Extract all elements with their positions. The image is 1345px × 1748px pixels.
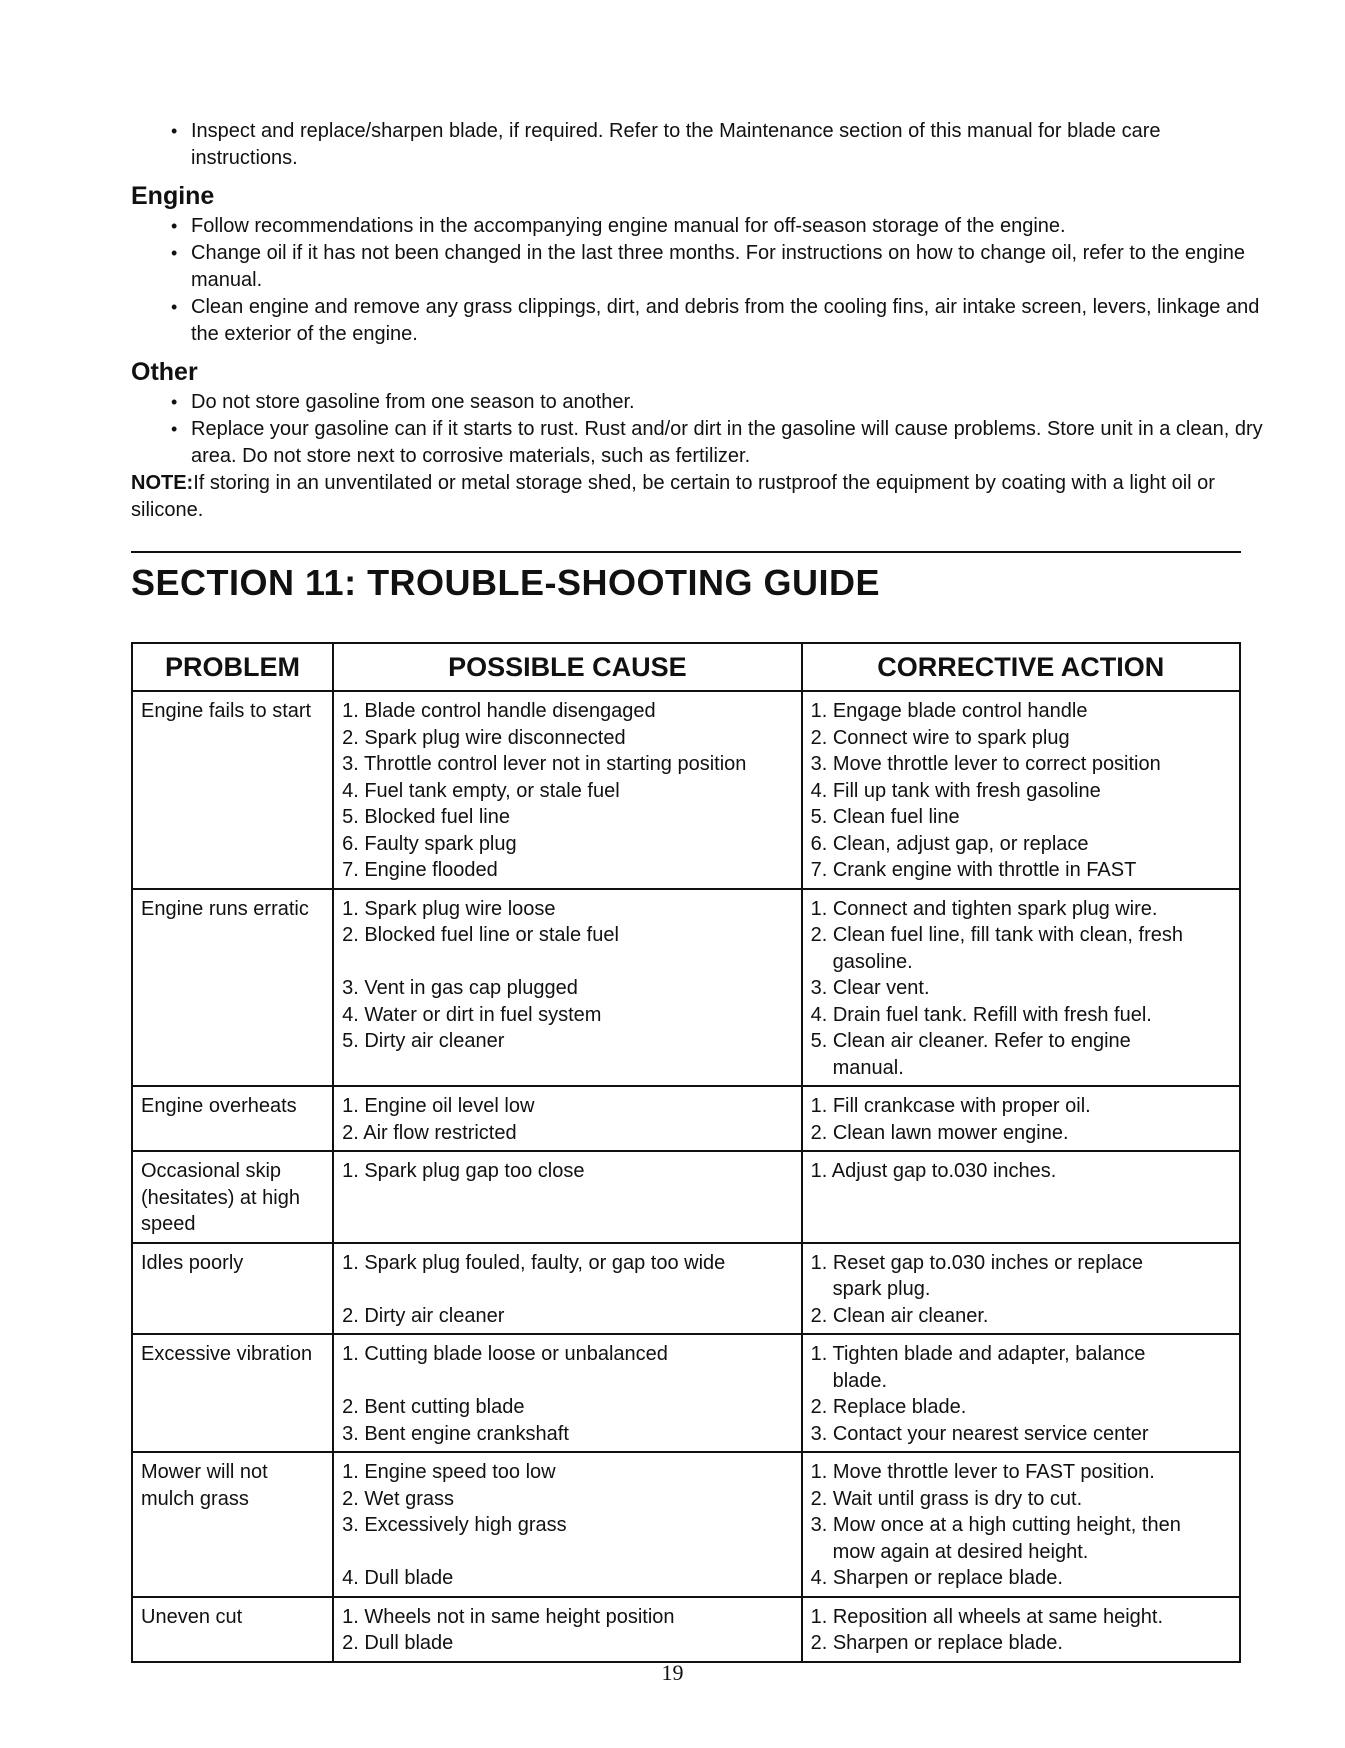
problem-cell: [132, 1243, 333, 1335]
cell-line: 1. Adjust gap to.030 inches.: [810, 1160, 1057, 1182]
cell-line: 1. Blade control handle disengaged: [342, 700, 656, 722]
table-body: [132, 691, 1240, 1662]
cell-line: spark plug.: [832, 1278, 931, 1300]
problem-cell: [132, 1151, 333, 1243]
cell-line: blade.: [832, 1369, 888, 1392]
cell-line: Engine runs erratic: [141, 897, 309, 920]
problem-cell: [132, 1597, 333, 1662]
cell-line: speed: [141, 1213, 196, 1235]
action-cell: [802, 1452, 1240, 1597]
cause-cell: [333, 889, 802, 1087]
cell-line: 2. Blocked fuel line or stale fuel: [342, 924, 619, 946]
problem-cell: [132, 691, 333, 889]
section-title: SECTION 11: TROUBLE-SHOOTING GUIDE: [131, 562, 881, 603]
cell-line: 4. Water or dirt in fuel system: [342, 1003, 602, 1026]
cause-cell: [333, 1597, 802, 1662]
cell-line: 7. Crank engine with throttle in FAST: [810, 859, 1137, 881]
cell-line: manual.: [832, 1056, 904, 1079]
cell-line: (hesitates) at high: [141, 1186, 300, 1209]
cause-cell: [333, 1151, 802, 1243]
cell-line: 6. Clean, adjust gap, or replace: [810, 832, 1089, 855]
table-row: [132, 1597, 1240, 1662]
problem-cell: [132, 889, 333, 1087]
cell-line: 1. Engine oil level low: [342, 1095, 535, 1117]
cell-line: 4. Fuel tank empty, or stale fuel: [342, 779, 620, 802]
bullet-text: Inspect and replace/sharpen blade, if required. Refer to the Maintenance section of this manual for blade care instructions.: [191, 120, 1161, 169]
cell-line: 1. Engine speed too low: [342, 1461, 556, 1483]
cell-line: 1. Tighten blade and adapter, balance: [810, 1343, 1146, 1365]
list-item: • Change oil if it has not been changed in the last three months. For instructions on how to change oil, refer to the engine manual.: [171, 242, 1245, 291]
note-label: NOTE:: [131, 472, 194, 494]
cell-line: 2. Dull blade: [342, 1632, 454, 1654]
table-row: [132, 1334, 1240, 1452]
cell-line: 2. Replace blade.: [810, 1396, 967, 1418]
problem-cell: [132, 1452, 333, 1597]
cell-line: 4. Sharpen or replace blade.: [810, 1567, 1063, 1589]
cell-spacer: [342, 949, 793, 976]
cell-line: 1. Spark plug gap too close: [342, 1160, 585, 1182]
table-row: [132, 691, 1240, 889]
list-item: • Replace your gasoline can if it starts to rust. Rust and/or dirt in the gasoline will cause problems. Store unit in a clean, dry area. Do not store next to corrosive materials, such as fertilizer.: [171, 418, 1263, 467]
other-heading: Other: [131, 358, 198, 386]
cell-line: 2. Sharpen or replace blade.: [810, 1632, 1063, 1654]
cell-line: 5. Dirty air cleaner: [342, 1030, 505, 1052]
cell-line: 3. Clear vent.: [810, 977, 930, 999]
list-item: • Inspect and replace/sharpen blade, if required. Refer to the Maintenance section of this manual for blade care instructions.: [171, 120, 1161, 169]
cell-line: 2. Dirty air cleaner: [342, 1304, 505, 1327]
cell-line: 2. Spark plug wire disconnected: [342, 726, 626, 749]
action-cell: [802, 1243, 1240, 1335]
header-possible-cause: POSSIBLE CAUSE: [333, 643, 802, 691]
problem-cell: [132, 1086, 333, 1151]
cell-line: 6. Faulty spark plug: [342, 832, 517, 855]
cell-line: 5. Blocked fuel line: [342, 806, 510, 828]
list-item: • Do not store gasoline from one season to another.: [171, 391, 635, 413]
cell-spacer: [342, 1368, 793, 1395]
cell-line: 1. Move throttle lever to FAST position.: [810, 1461, 1155, 1483]
bullet-text: Change oil if it has not been changed in the last three months. For instructions on how to change oil, refer to the engine manual.: [191, 242, 1245, 291]
cell-line: 1. Spark plug wire loose: [342, 897, 556, 920]
cell-line: 2. Air flow restricted: [342, 1121, 517, 1144]
cell-line: Occasional skip: [141, 1160, 282, 1182]
cell-line: 3. Vent in gas cap plugged: [342, 977, 578, 999]
cell-line: 1. Fill crankcase with proper oil.: [810, 1095, 1091, 1117]
cause-cell: [333, 691, 802, 889]
cause-cell: [333, 1452, 802, 1597]
cell-line: 5. Clean air cleaner. Refer to engine: [810, 1030, 1131, 1052]
table-row: [132, 1086, 1240, 1151]
bullet-text: Do not store gasoline from one season to another.: [191, 391, 635, 413]
cell-line: 3. Excessively high grass: [342, 1514, 567, 1536]
header-corrective-action: CORRECTIVE ACTION: [802, 643, 1240, 691]
cell-line: 3. Contact your nearest service center: [810, 1422, 1149, 1445]
cell-line: Mower will not: [141, 1461, 268, 1483]
cell-line: mulch grass: [141, 1487, 249, 1510]
problem-cell: [132, 1334, 333, 1452]
table-row: [132, 1452, 1240, 1597]
cell-line: 2. Clean lawn mower engine.: [810, 1121, 1069, 1144]
cell-line: Uneven cut: [141, 1605, 243, 1628]
bullet-text: Replace your gasoline can if it starts to rust. Rust and/or dirt in the gasoline will cause problems. Store unit in a clean, dry area. Do not store next to corrosive materials, such as fertilizer.: [191, 418, 1263, 467]
cell-line: 1. Wheels not in same height position: [342, 1605, 675, 1628]
header-problem: PROBLEM: [132, 643, 333, 691]
cell-line: 4. Dull blade: [342, 1567, 454, 1589]
cause-cell: [333, 1334, 802, 1452]
cell-line: Engine overheats: [141, 1095, 297, 1117]
bullet-text: Clean engine and remove any grass clippings, dirt, and debris from the cooling fins, air intake screen, levers, linkage and the exterior of the engine.: [191, 296, 1260, 345]
cell-line: 3. Move throttle lever to correct position: [810, 753, 1161, 775]
cell-line: gasoline.: [832, 950, 913, 973]
page-number: 19: [661, 1660, 684, 1685]
cell-line: 5. Clean fuel line: [810, 806, 960, 828]
cell-line: 1. Reposition all wheels at same height.: [810, 1605, 1164, 1628]
cell-line: 2. Connect wire to spark plug: [810, 726, 1070, 749]
cell-line: 1. Connect and tighten spark plug wire.: [810, 897, 1158, 920]
action-cell: [802, 691, 1240, 889]
bullet-text: Follow recommendations in the accompanying engine manual for off-season storage of the engine.: [191, 215, 1066, 237]
cell-spacer: [342, 1276, 793, 1303]
cell-line: 3. Mow once at a high cutting height, then: [810, 1514, 1181, 1536]
cell-line: 2. Wet grass: [342, 1487, 454, 1510]
action-cell: [802, 1334, 1240, 1452]
cell-line: 2. Clean air cleaner.: [810, 1304, 989, 1327]
cause-cell: [333, 1243, 802, 1335]
list-item: • Follow recommendations in the accompanying engine manual for off-season storage of the engine.: [171, 215, 1066, 237]
cell-line: 2. Clean fuel line, fill tank with clean, fresh: [810, 924, 1184, 946]
note-text: If storing in an unventilated or metal storage shed, be certain to rustproof the equipment by coating with a light oil or silicone.: [131, 472, 1215, 521]
table-row: [132, 1151, 1240, 1243]
action-cell: [802, 1151, 1240, 1243]
table-header-row: [132, 643, 1240, 691]
cell-line: 3. Bent engine crankshaft: [342, 1422, 569, 1445]
cell-line: 3. Throttle control lever not in starting position: [342, 753, 747, 775]
action-cell: [802, 1597, 1240, 1662]
cell-line: 4. Drain fuel tank. Refill with fresh fuel.: [810, 1003, 1152, 1026]
engine-bullets: [131, 213, 1271, 348]
section-divider: [131, 551, 1241, 553]
table-row: [132, 1243, 1240, 1335]
cell-line: 2. Wait until grass is dry to cut.: [810, 1487, 1083, 1510]
cell-line: 1. Cutting blade loose or unbalanced: [342, 1343, 668, 1365]
cause-cell: [333, 1086, 802, 1151]
intro-bullets: [131, 118, 1271, 172]
cell-line: 2. Bent cutting blade: [342, 1396, 525, 1418]
cell-line: Excessive vibration: [141, 1343, 313, 1365]
cell-line: 4. Fill up tank with fresh gasoline: [810, 779, 1101, 802]
cell-spacer: [342, 1539, 793, 1566]
table-row: [132, 889, 1240, 1087]
action-cell: [802, 889, 1240, 1087]
engine-heading: Engine: [131, 182, 215, 210]
other-bullets: [131, 389, 1271, 470]
cell-line: Idles poorly: [141, 1251, 244, 1274]
troubleshooting-table: [131, 642, 1241, 1663]
cell-line: 1. Engage blade control handle: [810, 700, 1088, 722]
cell-line: 1. Spark plug fouled, faulty, or gap too wide: [342, 1251, 726, 1274]
action-cell: [802, 1086, 1240, 1151]
cell-line: 7. Engine flooded: [342, 859, 498, 881]
storage-note: [131, 470, 1271, 524]
cell-line: 1. Reset gap to.030 inches or replace: [810, 1251, 1144, 1274]
cell-line: Engine fails to start: [141, 700, 312, 722]
cell-line: mow again at desired height.: [832, 1540, 1089, 1563]
list-item: • Clean engine and remove any grass clippings, dirt, and debris from the cooling fins, air intake screen, levers, linkage and the exterior of the engine.: [171, 296, 1260, 345]
